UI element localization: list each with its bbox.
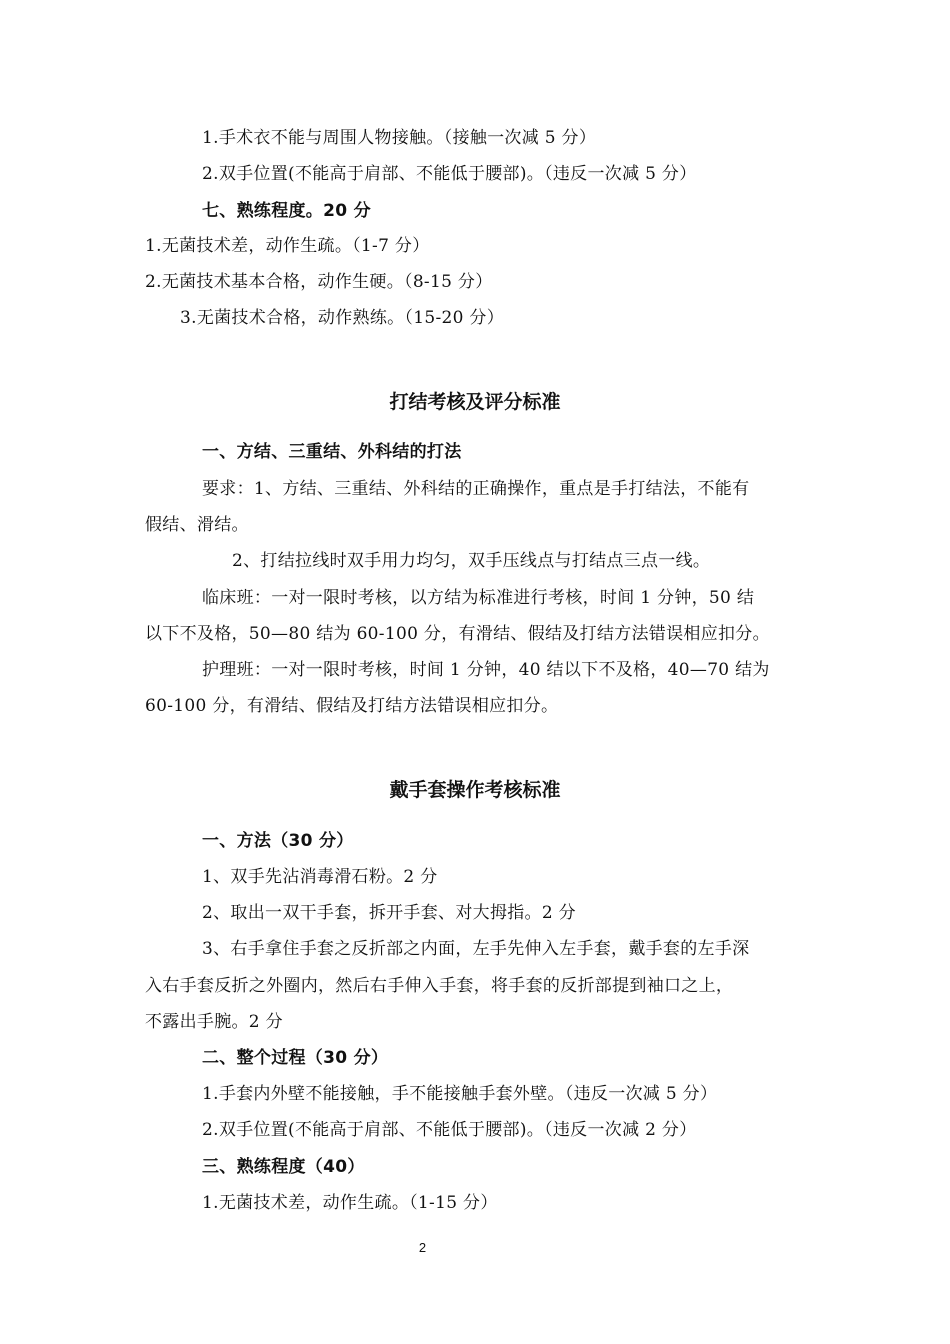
glove-step-1: 1、双手先沾消毒滑石粉。2 分: [202, 867, 438, 887]
knot-title: 打结考核及评分标准: [389, 391, 561, 413]
knot-heading-1: 一、方结、三重结、外科结的打法: [202, 442, 462, 462]
glove-step-3-line-3: 不露出手腕。2 分: [145, 1012, 283, 1032]
sec7-heading: 七、熟练程度。20 分: [202, 201, 371, 221]
sec7-item-3: 3.无菌技术合格，动作熟练。（15-20 分）: [180, 308, 505, 328]
glove-heading-1: 一、方法（30 分）: [202, 831, 354, 851]
glove-heading-3: 三、熟练程度（40）: [202, 1157, 365, 1177]
knot-requirement-line-1: 要求：1、方结、三重结、外科结的正确操作，重点是手打结法，不能有: [202, 479, 750, 499]
glove-step-2: 2、取出一双干手套，拆开手套、对大拇指。2 分: [202, 903, 576, 923]
glove-step-3-line-2: 入右手套反折之外圈内，然后右手伸入手套，将手套的反折部提到袖口之上，: [145, 976, 734, 996]
sec6-item-1: 1.手术衣不能与周围人物接触。（接触一次减 5 分）: [202, 128, 597, 148]
knot-clinical-line-2: 以下不及格，50—80 结为 60-100 分，有滑结、假结及打结方法错误相应扣分。: [145, 624, 770, 644]
glove-step-3-line-1: 3、右手拿住手套之反折部之内面，左手先伸入左手套，戴手套的左手深: [202, 939, 750, 959]
knot-requirement-item-2: 2、打结拉线时双手用力均匀，双手压线点与打结点三点一线。: [232, 551, 711, 571]
knot-requirement-line-2: 假结、滑结。: [145, 515, 249, 535]
glove-process-1: 1.手套内外壁不能接触，手不能接触手套外壁。（违反一次减 5 分）: [202, 1084, 718, 1104]
page-number: 2: [418, 1240, 427, 1255]
glove-process-2: 2.双手位置(不能高于肩部、不能低于腰部)。（违反一次减 2 分）: [202, 1120, 697, 1140]
knot-nursing-line-2: 60-100 分，有滑结、假结及打结方法错误相应扣分。: [145, 696, 559, 716]
glove-heading-2: 二、整个过程（30 分）: [202, 1048, 389, 1068]
knot-clinical-line-1: 临床班：一对一限时考核，以方结为标准进行考核，时间 1 分钟，50 结: [202, 588, 755, 608]
sec7-item-1: 1.无菌技术差，动作生疏。（1-7 分）: [145, 236, 430, 256]
glove-title: 戴手套操作考核标准: [389, 779, 561, 801]
sec7-item-2: 2.无菌技术基本合格，动作生硬。（8-15 分）: [145, 272, 493, 292]
glove-skill-1: 1.无菌技术差，动作生疏。（1-15 分）: [202, 1193, 498, 1213]
sec6-item-2: 2.双手位置(不能高于肩部、不能低于腰部)。（违反一次减 5 分）: [202, 164, 697, 184]
knot-nursing-line-1: 护理班：一对一限时考核，时间 1 分钟，40 结以下不及格，40—70 结为: [202, 660, 770, 680]
